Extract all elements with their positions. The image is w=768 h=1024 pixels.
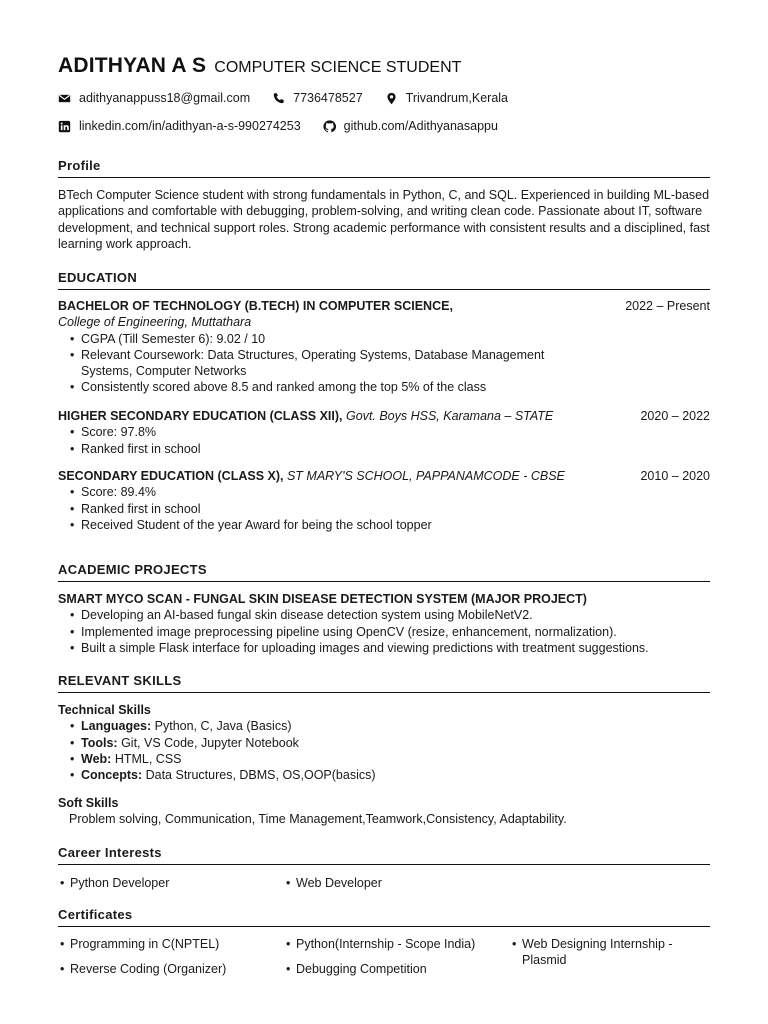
education-item-btech — [58, 298, 710, 396]
education-item-class10 — [58, 468, 710, 533]
linkedin-text[interactable]: linkedin.com/in/adithyan-a-s-990274253 — [79, 119, 301, 133]
section-title-skills: RELEVANT SKILLS — [58, 673, 710, 693]
phone-icon — [272, 92, 285, 105]
education-degree: SECONDARY EDUCATION (CLASS X), — [58, 469, 284, 483]
github-icon — [323, 120, 336, 133]
list-item: • Score: 89.4% — [58, 484, 710, 500]
contact-phone[interactable] — [272, 91, 363, 105]
list-item: • Ranked first in school — [58, 441, 710, 457]
section-title-career: Career Interests — [58, 845, 710, 865]
technical-skills — [58, 702, 710, 783]
list-item: • Tools: Git, VS Code, Jupyter Notebook — [58, 735, 710, 751]
list-item: • Received Student of the year Award for being the school topper — [58, 517, 710, 533]
list-item: • Programming in C(NPTEL) — [58, 936, 268, 952]
list-item: • Relevant Coursework: Data Structures, Operating Systems, Database Management Systems, Computer Networks — [58, 347, 568, 380]
github-text[interactable]: github.com/Adithyanasappu — [343, 119, 498, 133]
list-item: • Ranked first in school — [58, 501, 710, 517]
candidate-tagline: COMPUTER SCIENCE STUDENT — [214, 59, 462, 76]
list-item: • Languages: Python, C, Java (Basics) — [58, 718, 710, 734]
soft-skills-title: Soft Skills — [58, 796, 119, 810]
contact-location — [385, 91, 508, 105]
education-institution: ST MARY'S SCHOOL, PAPPANAMCODE - CBSE — [286, 469, 565, 483]
list-item: • Built a simple Flask interface for uploading images and viewing predictions with treatment suggestions. — [58, 640, 710, 656]
technical-skills-title: Technical Skills — [58, 703, 151, 717]
list-item: • Web Designing Internship - Plasmid — [510, 936, 710, 969]
section-title-certificates: Certificates — [58, 907, 710, 927]
education-item-class12 — [58, 408, 710, 457]
resume-header — [58, 54, 461, 78]
linkedin-icon — [58, 120, 71, 133]
list-item: • Consistently scored above 8.5 and ranked among the top 5% of the class — [58, 379, 710, 395]
list-item: • Implemented image preprocessing pipeline using OpenCV (resize, enhancement, normalization). — [58, 624, 710, 640]
list-item: • Score: 97.8% — [58, 424, 710, 440]
education-institution: Govt. Boys HSS, Karamana – STATE — [346, 409, 554, 423]
phone-text[interactable]: 7736478527 — [293, 91, 363, 105]
list-item: • Reverse Coding (Organizer) — [58, 961, 268, 977]
contact-email[interactable] — [58, 91, 250, 105]
profile-text: BTech Computer Science student with strong fundamentals in Python, C, and SQL. Experienced in building ML-based applications and comfortable with debugging, problem-solving, and writing clean code. Passionate about IT, software development, and technical support roles. Strong academic performance with consistent results and a disciplined, fast learning work approach. — [58, 188, 710, 251]
education-degree: HIGHER SECONDARY EDUCATION (CLASS XII), — [58, 409, 343, 423]
education-degree: BACHELOR OF TECHNOLOGY (B.TECH) IN COMPUTER SCIENCE, — [58, 299, 453, 313]
email-text[interactable]: adithyanappuss18@gmail.com — [79, 91, 251, 105]
section-title-profile: Profile — [58, 158, 710, 178]
contact-linkedin[interactable] — [58, 119, 301, 133]
location-text: Trivandrum,Kerala — [405, 91, 509, 105]
location-pin-icon — [385, 92, 398, 105]
list-item: • CGPA (Till Semester 6): 9.02 / 10 — [58, 331, 568, 347]
project-item — [58, 591, 710, 656]
list-item: • Web: HTML, CSS — [58, 751, 710, 767]
section-title-education: EDUCATION — [58, 270, 710, 290]
project-name: SMART MYCO SCAN - FUNGAL SKIN DISEASE DETECTION SYSTEM (MAJOR PROJECT) — [58, 592, 587, 606]
soft-skills-text: Problem solving, Communication, Time Management,Teamwork,Consistency, Adaptability. — [69, 812, 567, 827]
list-item: • Web Developer — [284, 875, 494, 891]
list-item: • Python(Internship - Scope India) — [284, 936, 494, 952]
list-item: • Python Developer — [58, 875, 268, 891]
education-institution: College of Engineering, Muttathara — [58, 315, 252, 330]
list-item: • Developing an AI-based fungal skin disease detection system using MobileNetV2. — [58, 607, 710, 623]
education-dates: 2020 – 2022 — [640, 409, 710, 423]
list-item: • Debugging Competition — [284, 961, 494, 977]
email-icon — [58, 92, 71, 105]
education-dates: 2010 – 2020 — [640, 469, 710, 483]
section-title-projects: ACADEMIC PROJECTS — [58, 562, 710, 582]
list-item: • Concepts: Data Structures, DBMS, OS,OOP(basics) — [58, 767, 710, 783]
candidate-name: ADITHYAN A S — [58, 54, 207, 77]
contact-github[interactable] — [323, 119, 498, 133]
education-dates: 2022 – Present — [625, 299, 710, 313]
contact-row-2 — [58, 119, 520, 133]
soft-skills — [58, 795, 710, 828]
contact-row-1 — [58, 91, 530, 105]
